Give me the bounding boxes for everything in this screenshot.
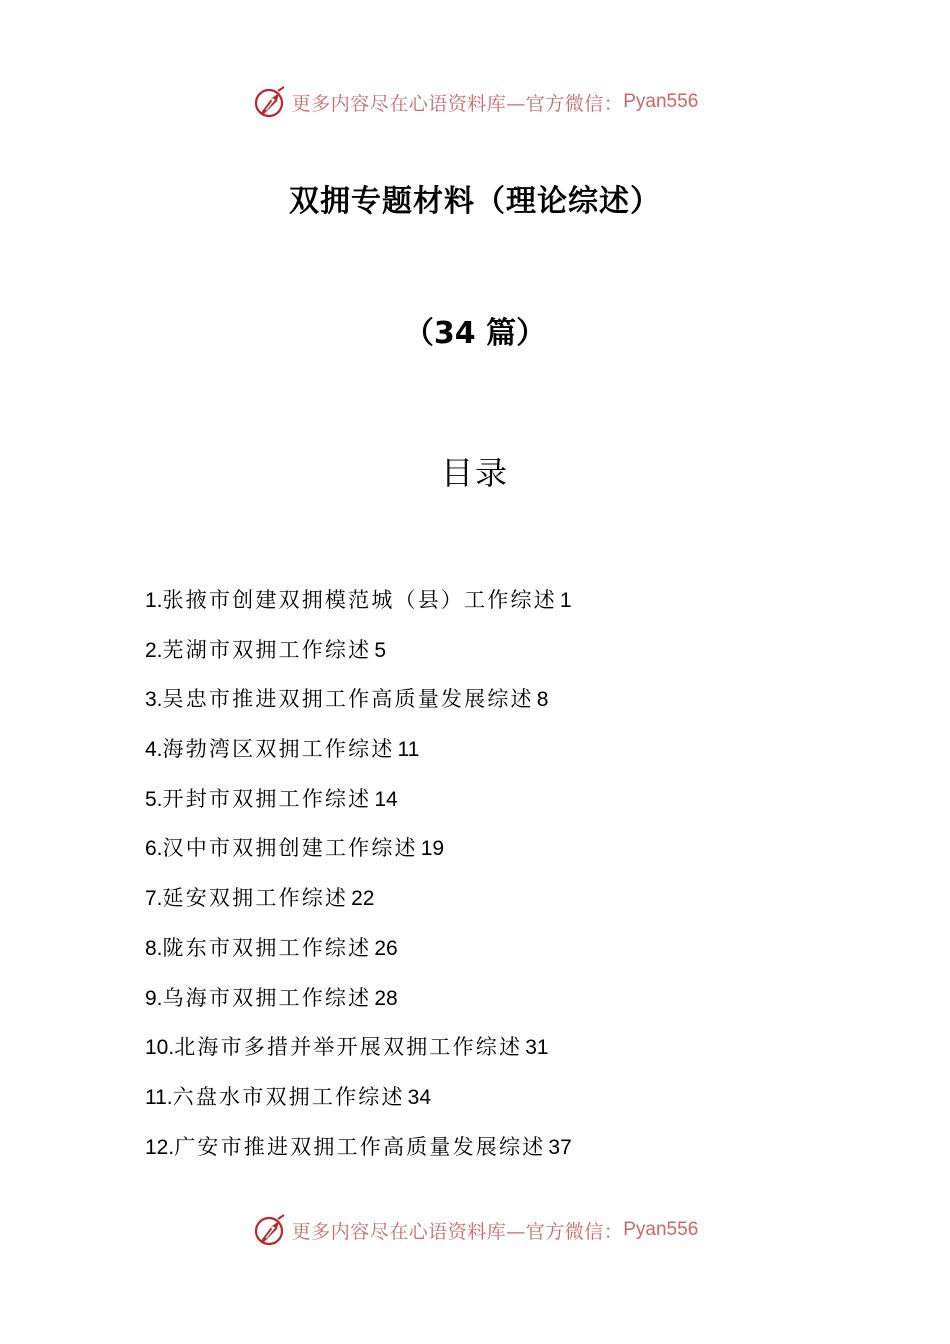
toc-entry-number: 11. [145,1085,173,1109]
footer-watermark-text: 更多内容尽在心语资料库—官方微信： [291,1220,624,1243]
footer-watermark-banner [0,1208,950,1252]
toc-entry-page: 26 [374,936,398,960]
toc-entry-title: 延安双拥工作综述 [162,886,349,911]
toc-entry-title: 张掖市创建双拥模范城（县）工作综述 [162,588,557,612]
toc-entry-page: 31 [525,1036,549,1060]
toc-heading: 目录 [440,454,509,492]
toc-entry[interactable] [145,978,845,1028]
toc-entry-title: 汉中市双拥创建工作综述 [162,836,418,861]
footer-wechat-id: Pyan556 [623,1219,699,1240]
toc-entry-page: 8 [536,688,549,712]
header-watermark-text: 更多内容尽在心语资料库—官方微信： [291,92,624,115]
table-of-contents [145,580,845,1176]
document-title: 双拥专题材料（理论综述） [289,184,661,219]
toc-entry-number: 3. [145,688,163,712]
toc-entry-title: 乌海市双拥工作综述 [162,985,372,1010]
toc-entry-title: 芜湖市双拥工作综述 [162,637,372,662]
pen-nib-logo-icon [252,84,288,120]
toc-entry-title: 开封市双拥工作综述 [162,786,372,811]
toc-entry-number: 1. [145,589,163,612]
toc-entry[interactable] [145,580,845,630]
toc-entry[interactable] [145,828,845,878]
toc-entry-page: 5 [374,638,387,662]
toc-entry-number: 12. [145,1135,175,1159]
toc-entry-number: 5. [145,787,163,811]
toc-entry[interactable] [145,729,845,779]
toc-entry-title: 吴忠市推进双拥工作高质量发展综述 [162,687,534,712]
toc-entry-number: 8. [145,936,163,960]
toc-entry[interactable] [145,679,845,729]
toc-entry-page: 22 [351,887,375,911]
toc-entry[interactable] [145,1127,845,1177]
toc-entry-page: 14 [374,787,398,811]
toc-entry-page: 19 [420,837,445,861]
toc-entry-number: 4. [145,738,163,762]
toc-entry-title: 海勃湾区双拥工作综述 [162,737,395,762]
toc-entry[interactable] [145,1027,845,1077]
toc-entry-page: 1 [559,589,572,612]
toc-entry[interactable] [145,878,845,928]
toc-entry-title: 陇东市双拥工作综述 [162,935,372,960]
pen-nib-logo-icon [252,1212,288,1248]
toc-entry-page: 28 [374,986,398,1010]
header-watermark-banner [0,80,950,124]
toc-entry-number: 10. [145,1036,175,1060]
toc-entry-number: 9. [145,986,163,1010]
toc-entry-title: 广安市推进双拥工作高质量发展综述 [174,1134,546,1159]
toc-entry[interactable] [145,630,845,680]
toc-entry-page: 37 [548,1135,572,1159]
toc-entry-number: 6. [145,837,163,861]
toc-entry-page: 34 [407,1085,431,1109]
header-wechat-id: Pyan556 [623,91,699,112]
toc-entry-page: 11 [397,738,420,762]
toc-entry-title: 六盘水市双拥工作综述 [172,1084,405,1109]
toc-entry-title: 北海市多措并举开展双拥工作综述 [174,1035,523,1060]
article-count: （34 篇） [403,316,547,351]
toc-entry[interactable] [145,1077,845,1127]
toc-entry-number: 2. [145,638,163,662]
toc-entry[interactable] [145,928,845,978]
toc-entry[interactable] [145,779,845,829]
toc-entry-number: 7. [145,887,163,911]
